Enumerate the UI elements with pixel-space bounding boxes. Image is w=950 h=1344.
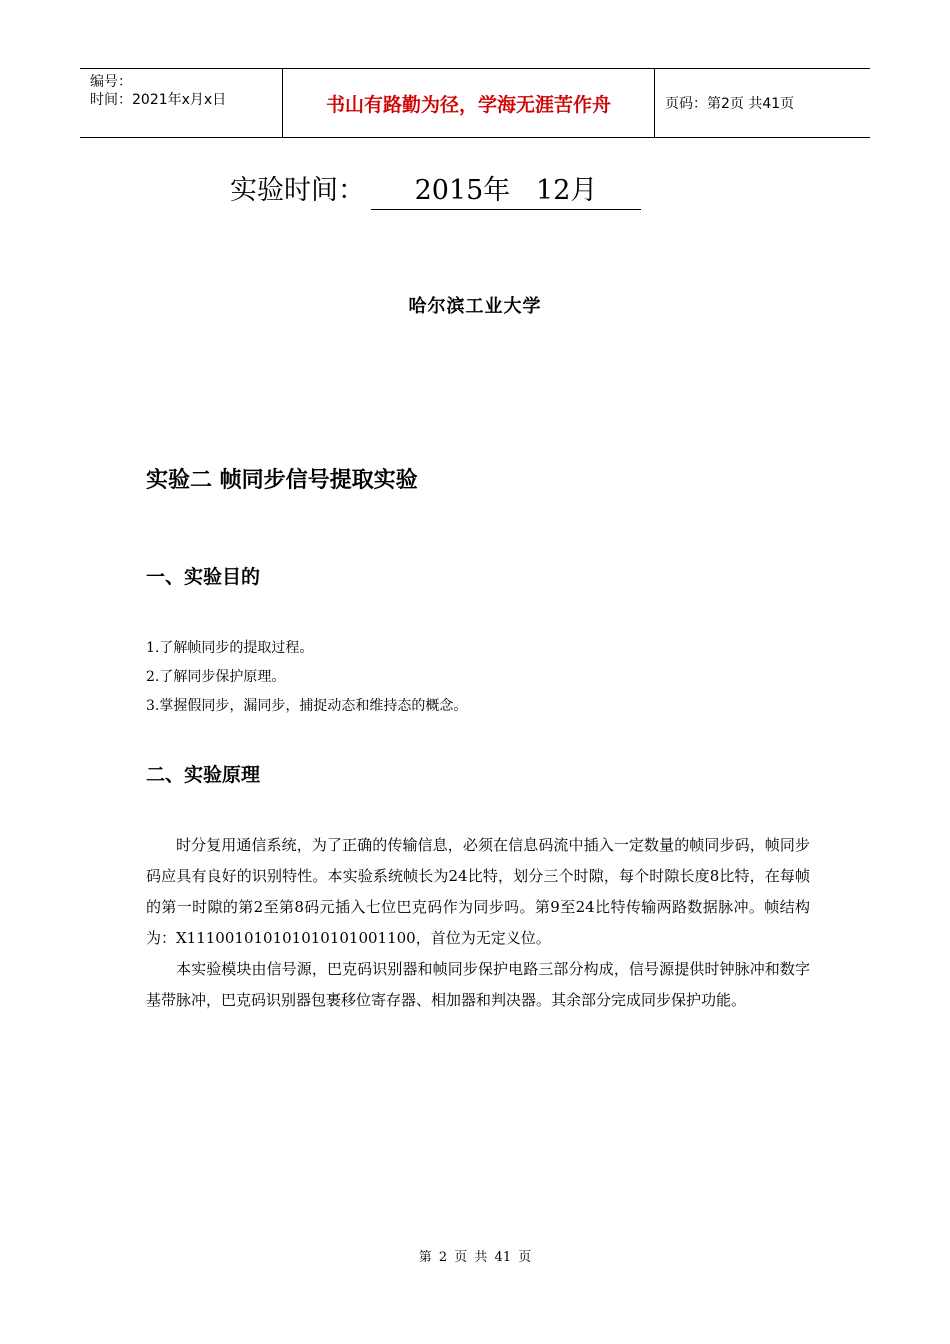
list-item: 1.了解帧同步的提取过程。 — [146, 640, 314, 656]
list-item: 3.掌握假同步，漏同步，捕捉动态和维持态的概念。 — [146, 698, 468, 714]
paragraph: 时分复用通信系统，为了正确的传输信息，必须在信息码流中插入一定数量的帧同步码，帧同步码应具有良好的识别特性。本实验系统帧长为24比特，划分三个时隙，每个时隙长度8比特，在每帧的第一时隙的第2至第8码元插入七位巴克码作为同步吗。第9至24比特传输两路数据脉冲。帧结构为：X111001010101010101001100，首位为无定义位。 — [146, 836, 810, 947]
header-motto-cell — [282, 69, 655, 137]
list-item: 2.了解同步保护原理。 — [146, 669, 286, 685]
principle-body — [146, 830, 810, 1016]
university-name: 哈尔滨工业大学 — [408, 296, 542, 317]
header-page-info: 页码：第2页 共41页 — [665, 96, 795, 112]
experiment-time — [230, 168, 641, 210]
experiment-title: 实验二 帧同步信号提取实验 — [146, 468, 418, 493]
header-left — [80, 69, 282, 137]
page-footer: 第 2 页 共 41 页 — [418, 1250, 532, 1265]
motto-text: 书山有路勤为径，学海无涯苦作舟 — [325, 93, 611, 116]
page-header — [80, 68, 870, 138]
experiment-time-value: 2015年 12月 — [371, 168, 641, 210]
paragraph: 本实验模块由信号源，巴克码识别器和帧同步保护电路三部分构成，信号源提供时钟脉冲和数字基带脉冲，巴克码识别器包裹移位寄存器、相加器和判决器。其余部分完成同步保护功能。 — [146, 960, 810, 1009]
experiment-time-label: 实验时间： — [230, 175, 365, 206]
purpose-list — [146, 634, 467, 721]
section-heading-principle: 二、实验原理 — [146, 764, 261, 786]
section-heading-purpose: 一、实验目的 — [146, 566, 261, 588]
time-label: 时间：2021年x月x日 — [90, 92, 227, 108]
number-label: 编号： — [90, 74, 132, 90]
